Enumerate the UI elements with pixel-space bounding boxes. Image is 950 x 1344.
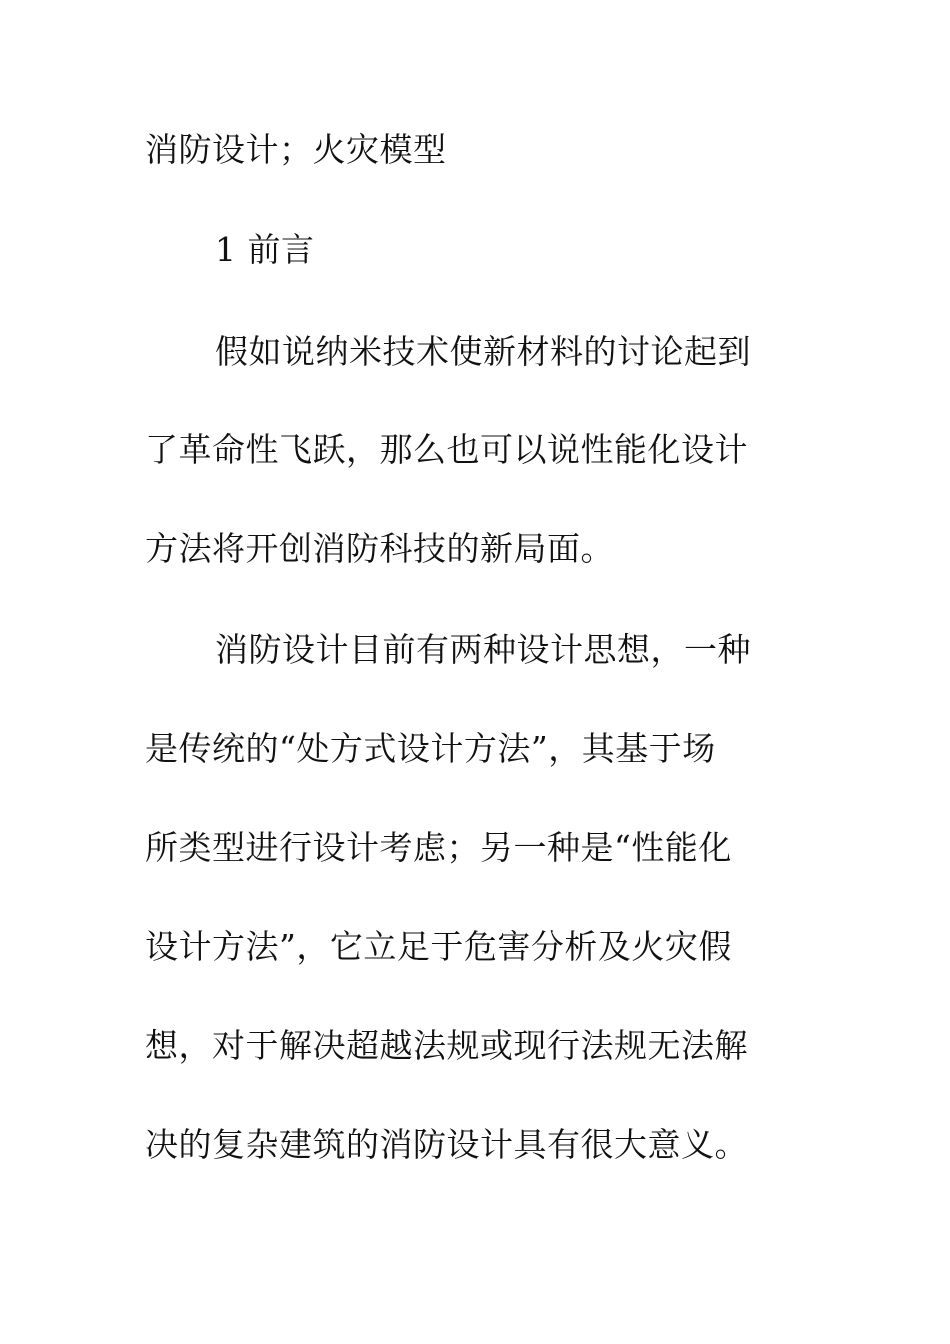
paragraph1-line-2: 了革命性飞跃，那么也可以说性能化设计 <box>145 430 748 469</box>
paragraph1-line-3: 方法将开创消防科技的新局面。 <box>145 529 614 568</box>
paragraph2-line-3: 所类型进行设计考虑；另一种是“性能化 <box>145 828 732 867</box>
section-heading: 1 前言 <box>215 230 315 269</box>
paragraph2-line-6: 决的复杂建筑的消防设计具有很大意义。 <box>145 1125 748 1164</box>
paragraph1-line-1: 假如说纳米技术使新材料的讨论起到 <box>215 332 751 371</box>
paragraph2-line-1: 消防设计目前有两种设计思想，一种 <box>215 630 751 669</box>
paragraph2-line-2: 是传统的“处方式设计方法”，其基于场 <box>145 729 716 768</box>
paragraph2-line-4: 设计方法”，它立足于危害分析及火灾假 <box>145 927 732 966</box>
paragraph2-line-5: 想，对于解决超越法规或现行法规无法解 <box>145 1026 748 1065</box>
keywords-line: 消防设计；火灾模型 <box>145 130 447 169</box>
